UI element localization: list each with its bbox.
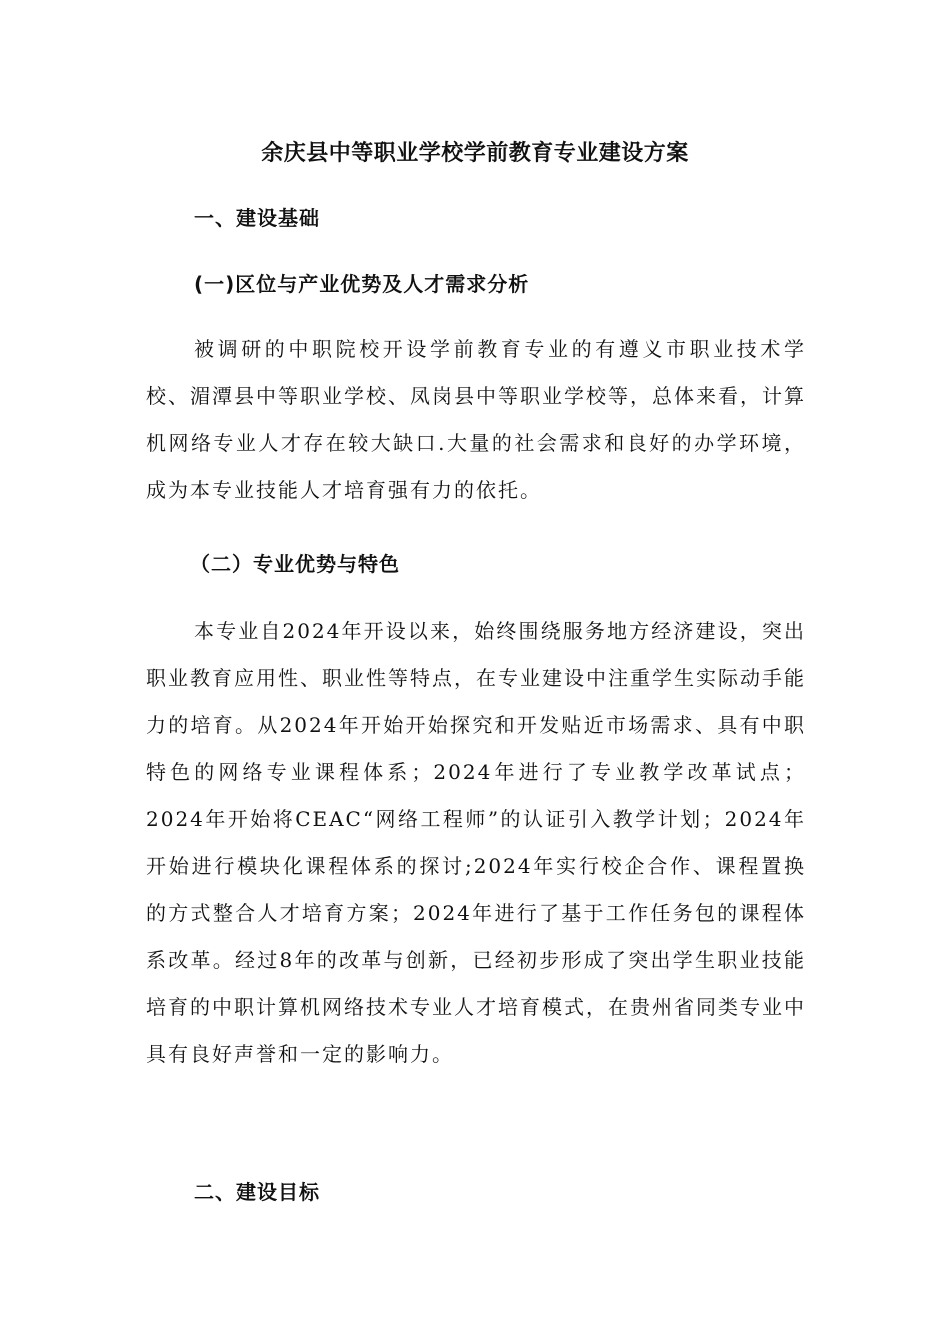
- section-heading-foundation: 一、建设基础: [194, 206, 320, 230]
- document-title: 余庆县中等职业学校学前教育专业建设方案: [261, 141, 689, 166]
- subsection-heading-regional-analysis: (一)区位与产业优势及人才需求分析: [194, 272, 530, 296]
- paragraph-program-history: 本专业自2024年开设以来，始终围绕服务地方经济建设，突出职业教育应用性、职业性等特点，在专业建设中注重学生实际动手能力的培育。从2024年开始开始探究和开发贴近市场需求、具有中职特色的网络专业课程体系；2024年进行了专业教学改革试点；2024年开始将CEAC“网络工程师”的认证引入教学计划；2024年开始进行模块化课程体系的探讨;2024年实行校企合作、课程置换的方式整合人才培育方案；2024年进行了基于工作任务包的课程体系改革。经过8年的改革与创新，已经初步形成了突出学生职业技能培育的中职计算机网络技术专业人才培育模式，在贵州省同类专业中具有良好声誉和一定的影响力。: [146, 619, 806, 1066]
- subsection-heading-advantages: （二）专业优势与特色: [190, 552, 400, 576]
- paragraph-research-analysis: 被调研的中职院校开设学前教育专业的有遵义市职业技术学校、湄潭县中等职业学校、凤岗县中等职业学校等，总体来看，计算机网络专业人才存在较大缺口.大量的社会需求和良好的办学环境，成为本专业技能人才培育强有力的依托。: [146, 337, 806, 502]
- section-heading-goals: 二、建设目标: [194, 1180, 320, 1204]
